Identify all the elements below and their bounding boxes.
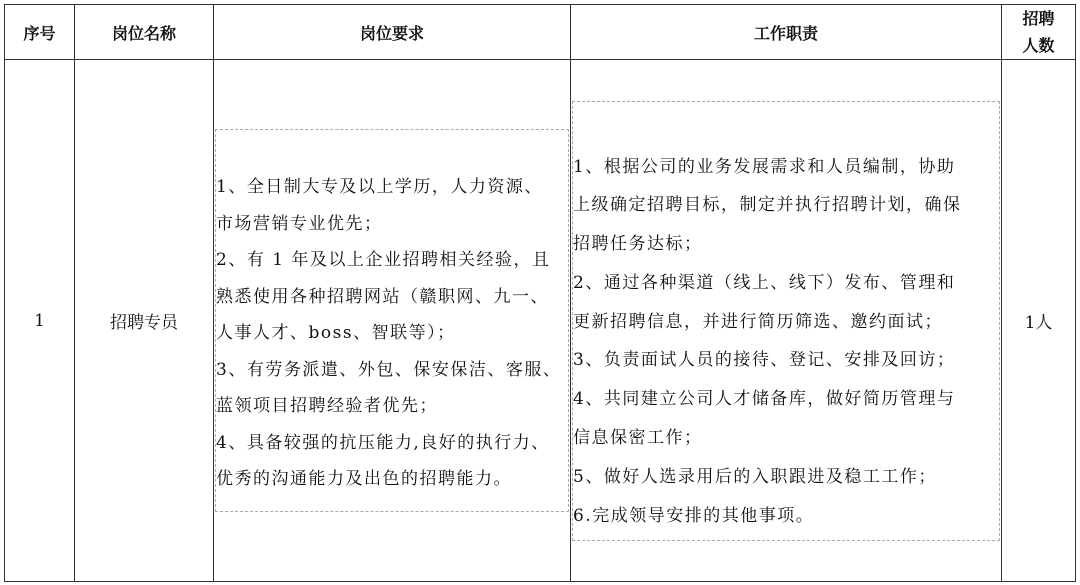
duty-line: 2、通过各种渠道（线上、线下）发布、管理和 xyxy=(573,272,956,293)
header-duties: 工作职责 xyxy=(571,5,1002,60)
cell-duties xyxy=(571,60,1002,582)
duty-line: 4、共同建立公司人才储备库，做好简历管理与 xyxy=(573,389,956,410)
duty-line: 更新招聘信息，并进行简历筛选、邀约面试； xyxy=(573,311,943,332)
duty-line: 1、根据公司的业务发展需求和人员编制，协助 xyxy=(573,156,956,177)
duty-line: 信息保密工作； xyxy=(573,428,703,449)
requirement-line: 市场营销专业优先； xyxy=(216,213,383,234)
cell-position: 招聘专员 xyxy=(75,60,214,582)
requirement-line: 1、全日制大专及以上学历，人力资源、 xyxy=(216,177,543,197)
requirement-line: 优秀的沟通能力及出色的招聘能力。 xyxy=(216,469,512,489)
cell-no: 1 xyxy=(5,60,75,582)
duty-line: 6.完成领导安排的其他事项。 xyxy=(573,505,815,526)
duty-line: 上级确定招聘目标，制定并执行招聘计划，确保 xyxy=(573,195,962,216)
cell-count: 1人 xyxy=(1002,60,1076,582)
header-count-line2: 人数 xyxy=(1022,36,1055,55)
duty-line: 5、做好人选录用后的入职跟进及稳工工作； xyxy=(573,466,937,487)
duty-line: 3、负责面试人员的接待、登记、安排及回访； xyxy=(573,350,956,371)
requirement-line: 2、有 1 年及以上企业招聘相关经验，且 xyxy=(216,250,551,270)
header-count xyxy=(1002,5,1076,60)
duties-list xyxy=(572,101,1000,541)
requirement-line: 4、具备较强的抗压能力,良好的执行力、 xyxy=(216,432,550,453)
recruitment-table xyxy=(4,4,1076,582)
table-row xyxy=(5,60,1076,582)
header-no: 序号 xyxy=(5,5,75,60)
header-row xyxy=(5,5,1076,60)
requirement-line: 3、有劳务派遣、外包、保安保洁、客服、 xyxy=(216,359,562,380)
header-position: 岗位名称 xyxy=(75,5,214,60)
requirement-line: 人事人才、boss、智联等）； xyxy=(216,323,456,343)
header-requirements: 岗位要求 xyxy=(214,5,571,60)
cell-requirements xyxy=(214,60,571,582)
header-count-line1: 招聘 xyxy=(1022,9,1055,28)
requirement-line: 蓝领项目招聘经验者优先； xyxy=(216,396,438,416)
requirement-line: 熟悉使用各种招聘网站（赣职网、九一、 xyxy=(216,286,549,307)
requirements-list xyxy=(215,129,569,512)
duty-line: 招聘任务达标； xyxy=(573,234,703,255)
